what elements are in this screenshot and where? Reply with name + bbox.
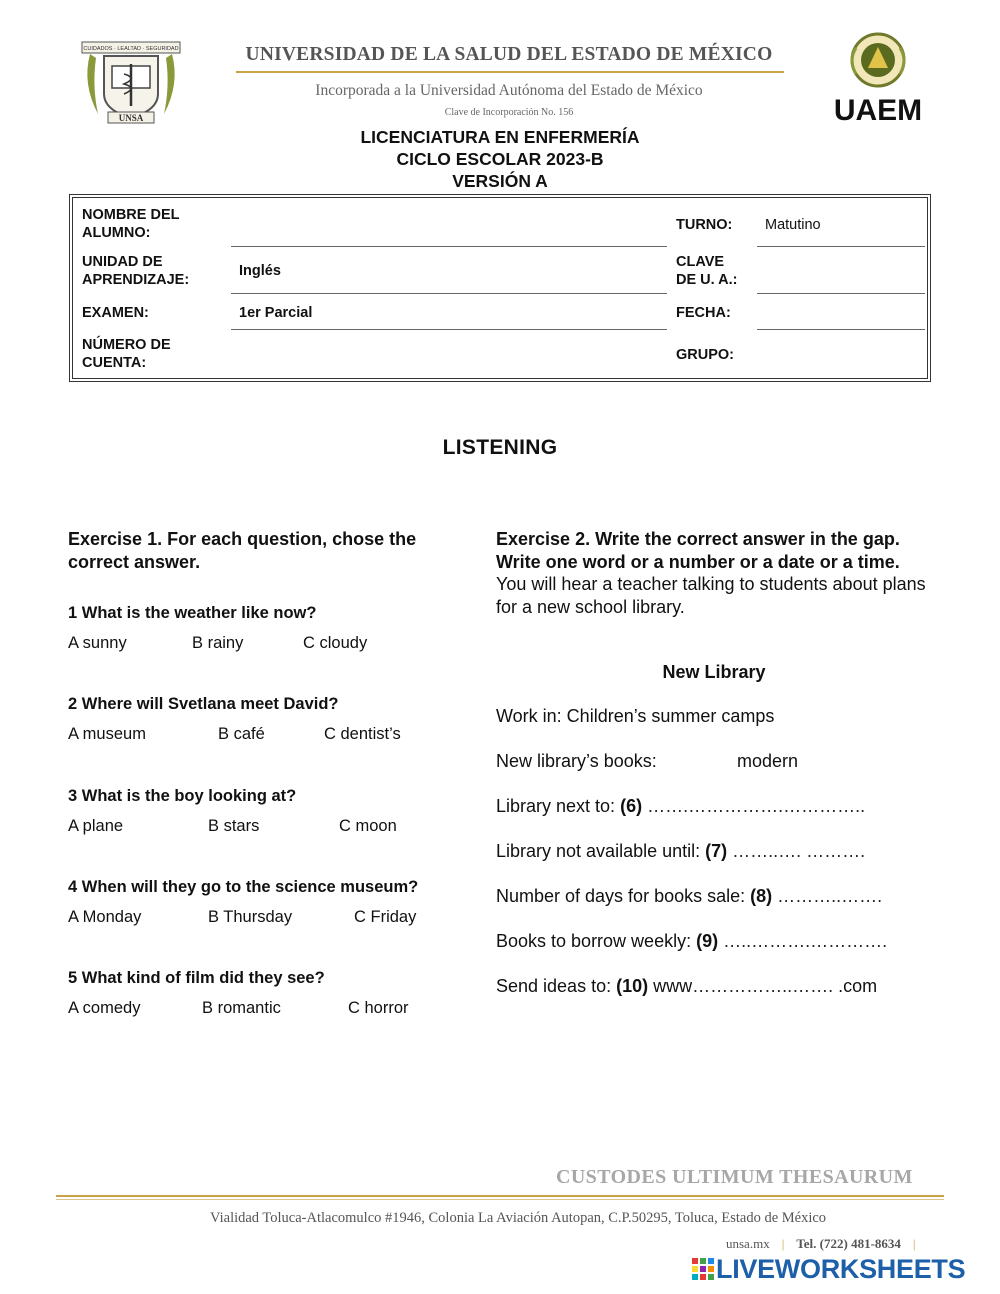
gap-8-answer[interactable]: ………..…….	[777, 886, 883, 906]
gap-9-label: Books to borrow weekly:	[496, 931, 692, 951]
option-a[interactable]: A sunny	[68, 634, 127, 652]
option-c[interactable]: C dentist’s	[324, 725, 401, 743]
exercise-1	[68, 528, 468, 1017]
unsa-logo	[76, 36, 186, 130]
shift-value: Matutino	[765, 217, 821, 233]
university-name: UNIVERSIDAD DE LA SALUD DEL ESTADO DE MÉXICO	[245, 44, 773, 65]
gap-10-suffix: .com	[838, 976, 878, 996]
gap-7-line	[496, 841, 865, 862]
liveworksheets-wordmark: LIVEWORKSHEETS	[716, 1254, 966, 1284]
gap-8-label: Number of days for books sale:	[496, 886, 746, 906]
logo-uaem-text: UAEM	[833, 94, 923, 124]
gap-10-label: Send ideas to:	[496, 976, 612, 996]
option-c[interactable]: C cloudy	[303, 634, 368, 652]
university-subtitle: Incorporada a la Universidad Autónoma del Estado de México	[315, 82, 703, 99]
unit-code-label: CLAVE DE U. A.:	[676, 254, 738, 288]
books-value: modern	[737, 751, 799, 771]
option-b[interactable]: B café	[218, 725, 265, 743]
gap-10-line	[496, 976, 877, 997]
university-motto: CUSTODES ULTIMUM THESAURUM	[556, 1166, 913, 1188]
exercise-1-heading: Exercise 1. For each question, chose the correct answer.	[68, 529, 417, 572]
exercise-2-intro: You will hear a teacher talking to students about plans for a new school library.	[496, 574, 926, 617]
question-4	[68, 877, 468, 930]
footer-address: Vialidad Toluca-Atlacomulco #1946, Colonia La Aviación Autopan, C.P.50295, Toluca, Estado de México	[210, 1210, 827, 1226]
question-text: 3 What is the boy looking at?	[68, 787, 297, 805]
header-divider	[236, 71, 784, 73]
question-3	[68, 786, 468, 839]
books-line	[496, 751, 799, 772]
gap-6-answer[interactable]: …….…………….…………..	[647, 796, 866, 816]
option-c[interactable]: C horror	[348, 999, 409, 1017]
question-5	[68, 968, 468, 1021]
option-b[interactable]: B romantic	[202, 999, 281, 1017]
student-name-label: NOMBRE DEL ALUMNO:	[82, 207, 180, 241]
school-cycle: CICLO ESCOLAR 2023-B	[396, 149, 604, 169]
gap-10-prefix: www	[653, 976, 693, 996]
exam-label: EXAMEN:	[82, 305, 149, 321]
website-link[interactable]: unsa.mx	[726, 1236, 770, 1251]
gap-8-number: (8)	[750, 886, 773, 906]
section-title: LISTENING	[442, 436, 558, 459]
liveworksheets-grid-icon	[692, 1258, 714, 1280]
option-b[interactable]: B Thursday	[208, 908, 293, 926]
liveworksheets-brand[interactable]	[692, 1255, 988, 1285]
uaem-logo	[826, 30, 930, 124]
footer-contact: unsa.mx | Tel. (722) 481-8634 |	[726, 1236, 916, 1251]
footer-divider	[56, 1195, 944, 1197]
question-2	[68, 694, 468, 747]
group-label: GRUPO:	[676, 347, 734, 363]
gap-7-answer[interactable]: ……..…. ……….	[732, 841, 866, 861]
question-text: 1 What is the weather like now?	[68, 604, 317, 622]
incorporation-code: Clave de Incorporación No. 156	[444, 107, 574, 118]
question-text: 5 What kind of film did they see?	[68, 969, 325, 987]
question-text: 4 When will they go to the science museum?	[68, 878, 419, 896]
option-b[interactable]: B rainy	[192, 634, 244, 652]
question-text: 2 Where will Svetlana meet David?	[68, 695, 339, 713]
new-library-title: New Library	[662, 662, 766, 682]
exercise-2	[496, 528, 936, 996]
gap-7-label: Library not available until:	[496, 841, 701, 861]
work-in-line: Work in: Children’s summer camps	[496, 706, 775, 726]
option-b[interactable]: B stars	[208, 817, 260, 835]
learning-unit-value: Inglés	[239, 263, 281, 279]
books-label: New library’s books:	[496, 751, 657, 771]
gap-6-number: (6)	[620, 796, 643, 816]
gap-9-number: (9)	[696, 931, 719, 951]
gap-10-answer[interactable]: ……………..…….	[692, 976, 839, 996]
option-a[interactable]: A museum	[68, 725, 146, 743]
shift-label: TURNO:	[676, 217, 733, 233]
question-1	[68, 603, 468, 656]
degree-title: LICENCIATURA EN ENFERMERÍA	[360, 127, 640, 147]
logo-ribbon-text: CUIDADOS · LEALTAD · SEGURIDAD	[83, 46, 179, 52]
account-number-label: NÚMERO DE CUENTA:	[82, 337, 171, 371]
phone-number: Tel. (722) 481-8634	[796, 1236, 901, 1251]
gap-6-label: Library next to:	[496, 796, 616, 816]
exam-version: VERSIÓN A	[452, 171, 548, 191]
gap-9-line	[496, 931, 887, 952]
gap-10-number: (10)	[616, 976, 649, 996]
footer-divider-thin	[56, 1199, 944, 1200]
exam-value: 1er Parcial	[239, 305, 313, 321]
gap-7-number: (7)	[705, 841, 728, 861]
course-heading	[240, 126, 760, 192]
option-a[interactable]: A plane	[68, 817, 124, 835]
exercise-2-heading: Exercise 2. Write the correct answer in the gap. Write one word or a number or a date or a time.	[496, 529, 900, 572]
learning-unit-label: UNIDAD DE APRENDIZAJE:	[82, 254, 190, 288]
gap-9-answer[interactable]: …..……….………….	[723, 931, 888, 951]
logo-unsa-text: UNSA	[118, 113, 144, 123]
gap-6-line	[496, 796, 865, 817]
option-a[interactable]: A comedy	[68, 999, 141, 1017]
option-c[interactable]: C Friday	[354, 908, 417, 926]
student-info-table	[69, 194, 931, 382]
option-a[interactable]: A Monday	[68, 908, 142, 926]
date-label: FECHA:	[676, 305, 731, 321]
gap-8-line	[496, 886, 882, 907]
option-c[interactable]: C moon	[339, 817, 397, 835]
